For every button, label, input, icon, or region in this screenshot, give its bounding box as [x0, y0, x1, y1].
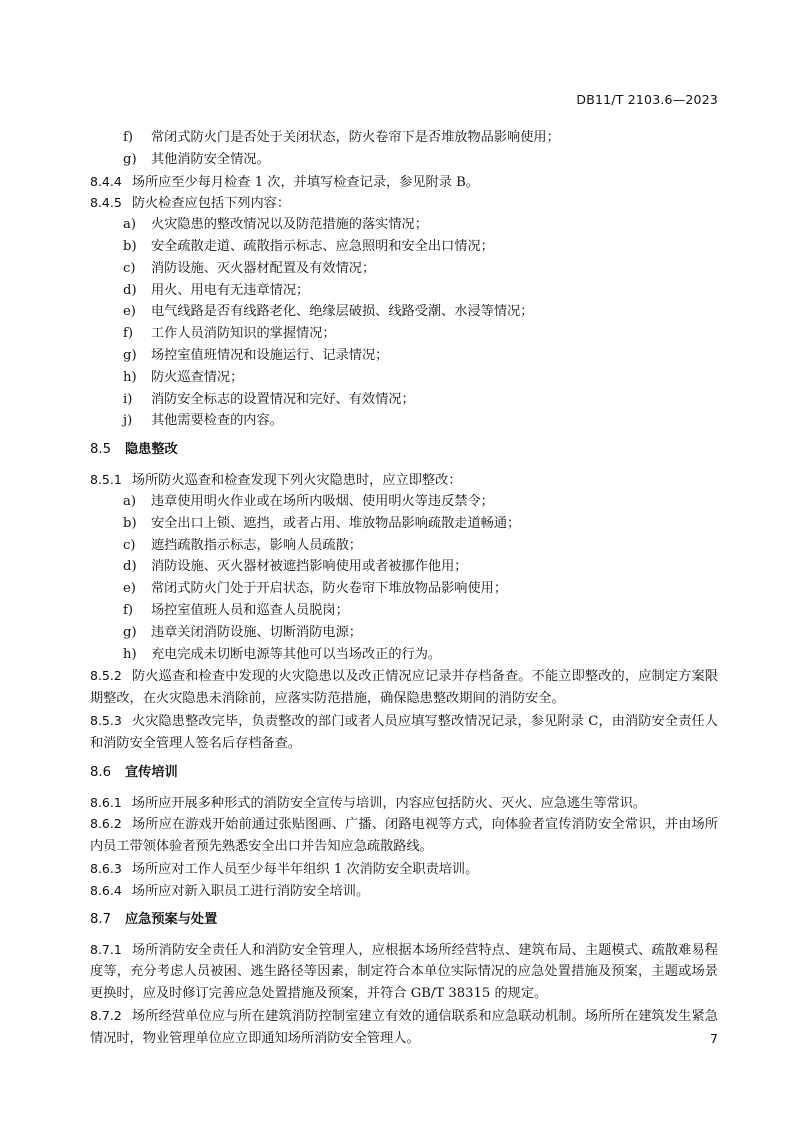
list-text: 违章关闭消防设施、切断消防电源； [151, 624, 362, 640]
list-item [90, 491, 718, 513]
list-label: g) [123, 347, 137, 363]
list-text: 遮挡疏散指示标志，影响人员疏散； [151, 537, 362, 553]
clause-text: 场所应对工作人员至少每半年组织 1 次消防安全职责培训。 [131, 861, 479, 877]
list-text: 消防设施、灭火器材被遮挡影响使用或者被挪作他用； [151, 559, 468, 575]
clause-text: 场所应开展多种形式的消防安全宣传与培训，内容应包括防火、灭火、应急逃生等常识。 [131, 795, 647, 811]
clause-8-5-1 [90, 469, 718, 491]
list-label: e) [123, 304, 136, 320]
list-text: 场控室值班情况和设施运行、记录情况； [151, 347, 389, 363]
list-label: a) [123, 493, 137, 509]
list-text: 消防安全标志的设置情况和完好、有效情况； [151, 391, 415, 407]
list-text: 其他需要检查的内容。 [151, 413, 283, 429]
list-item [90, 214, 718, 236]
clause-8-6-4 [90, 880, 718, 902]
list-label: c) [123, 537, 136, 553]
list-text: 消防设施、灭火器材配置及有效情况； [151, 260, 376, 276]
list-item [90, 578, 718, 600]
list-label: h) [123, 646, 137, 662]
list-label: c) [123, 260, 136, 276]
clause-number: 8.4.4 [90, 173, 122, 189]
clause-number: 8.6.4 [90, 882, 122, 898]
clause-8-4-5 [90, 192, 718, 214]
clause-8-5-2 [90, 665, 718, 710]
clause-text: 防火巡查和检查中发现的火灾隐患以及改正情况应记录并存档备查。不能立即整改的，应制定方案限期整改，在火灾隐患未消除前，应落实防范措施，确保隐患整改期间的消防安全。 [90, 669, 718, 707]
list-text: 常闭式防火门是否处于关闭状态，防火卷帘下是否堆放物品影响使用； [151, 130, 560, 145]
list-item [90, 513, 718, 535]
list-text: 常闭式防火门处于开启状态，防火卷帘下堆放物品影响使用； [151, 581, 508, 597]
list-text: 用火、用电有无违章情况； [151, 282, 310, 298]
clause-number: 8.6.1 [90, 794, 122, 810]
list-item [90, 280, 718, 302]
list-text: 违章使用明火作业或在场所内吸烟、使用明火等违反禁令； [151, 493, 494, 509]
list-label: a) [123, 217, 137, 233]
list-text: 充电完成未切断电源等其他可以当场改正的行为。 [151, 646, 442, 662]
clause-number: 8.6.3 [90, 860, 122, 876]
section-number: 8.6 [90, 764, 111, 780]
section-number: 8.5 [90, 442, 111, 458]
list-item [90, 367, 718, 389]
list-label: i) [123, 391, 133, 407]
list-item [90, 345, 718, 367]
list-label: g) [123, 151, 137, 167]
document-id-header: DB11/T 2103.6—2023 [576, 92, 718, 107]
clause-text: 防火检查应包括下列内容： [131, 196, 291, 212]
list-label: e) [123, 581, 136, 597]
clause-number: 8.5.1 [90, 472, 122, 488]
section-title: 宣传培训 [124, 764, 178, 780]
clause-text: 火灾隐患整改完毕，负责整改的部门或者人员应填写整改情况记录，参见附录 C，由消防安全责任人和消防安全管理人签名后存档备查。 [90, 713, 718, 751]
clause-text: 场所防火巡查和检查发现下列火灾隐患时，应立即整改： [131, 473, 462, 489]
list-item [90, 389, 718, 411]
list-item [90, 556, 718, 578]
list-text: 火灾隐患的整改情况以及防范措施的落实情况； [151, 217, 428, 233]
section-heading-8-7 [90, 909, 718, 931]
section-title: 应急预案与处置 [124, 911, 218, 927]
section-number: 8.7 [90, 911, 111, 927]
clause-text: 场所消防安全责任人和消防安全管理人，应根据本场所经营特点、建筑布局、主题模式、疏散难易程度等，充分考虑人员被困、逃生路径等因素，制定符合本单位实际情况的应急处置措施及预案，主题或场景更换时，应及时修订完善应急处置措施及预案，并符合 GB/T 38315 的规定。 [90, 942, 718, 1002]
list-text: 场控室值班人员和巡查人员脱岗； [151, 602, 349, 618]
section-heading-8-5 [90, 439, 718, 461]
clause-number: 8.7.1 [90, 941, 122, 957]
clause-8-6-1 [90, 792, 718, 814]
list-item [90, 622, 718, 644]
clause-text: 场所应至少每月检查 1 次，并填写检查记录，参见附录 B。 [131, 174, 479, 190]
list-label: g) [123, 624, 137, 640]
list-text: 防火巡查情况； [151, 369, 244, 385]
list-label: b) [123, 515, 137, 531]
list-label: f) [123, 602, 134, 618]
list-item [90, 535, 718, 557]
clause-number: 8.7.2 [90, 1007, 122, 1023]
list-item [90, 149, 718, 171]
list-item [90, 301, 718, 323]
clause-8-4-4 [90, 171, 718, 193]
clause-8-6-3 [90, 858, 718, 880]
clause-text: 场所应对新入职员工进行消防安全培训。 [131, 883, 370, 899]
list-item [90, 323, 718, 345]
clause-8-6-2 [90, 813, 718, 858]
section-heading-8-6 [90, 762, 718, 784]
list-label: j) [123, 413, 133, 429]
list-item [90, 600, 718, 622]
list-item [90, 410, 718, 432]
list-label: b) [123, 238, 137, 254]
page-number: 7 [710, 1031, 718, 1046]
list-text: 工作人员消防知识的掌握情况； [151, 326, 336, 342]
list-text: 安全出口上锁、遮挡，或者占用、堆放物品影响疏散走道畅通； [151, 515, 521, 531]
list-label: f) [123, 130, 134, 145]
clause-8-7-1 [90, 939, 718, 1005]
list-label: d) [123, 282, 137, 298]
clause-text: 场所应在游戏开始前通过张贴图画、广播、闭路电视等方式，向体验者宣传消防安全常识，并由场所内员工带领体验者预先熟悉安全出口并告知应急疏散路线。 [90, 817, 718, 855]
list-item [90, 127, 718, 149]
list-item [90, 258, 718, 280]
clause-number: 8.4.5 [90, 195, 122, 211]
clause-text: 场所经营单位应与所在建筑消防控制室建立有效的通信联系和应急联动机制。场所所在建筑发生紧急情况时，物业管理单位应立即通知场所消防安全管理人。 [90, 1008, 718, 1046]
clause-number: 8.5.2 [90, 668, 122, 684]
list-item [90, 644, 718, 666]
list-text: 其他消防安全情况。 [151, 151, 270, 167]
clause-8-5-3 [90, 710, 718, 755]
list-text: 电气线路是否有线路老化、绝缘层破损、线路受潮、水浸等情况； [151, 304, 534, 320]
clause-number: 8.6.2 [90, 816, 122, 832]
list-item [90, 236, 718, 258]
list-text: 安全疏散走道、疏散指示标志、应急照明和安全出口情况； [151, 238, 494, 254]
list-label: h) [123, 369, 137, 385]
list-label: f) [123, 326, 134, 342]
clause-8-7-2 [90, 1005, 718, 1050]
clause-number: 8.5.3 [90, 712, 122, 728]
document-body [90, 127, 718, 1049]
section-title: 隐患整改 [124, 442, 178, 458]
list-label: d) [123, 559, 137, 575]
